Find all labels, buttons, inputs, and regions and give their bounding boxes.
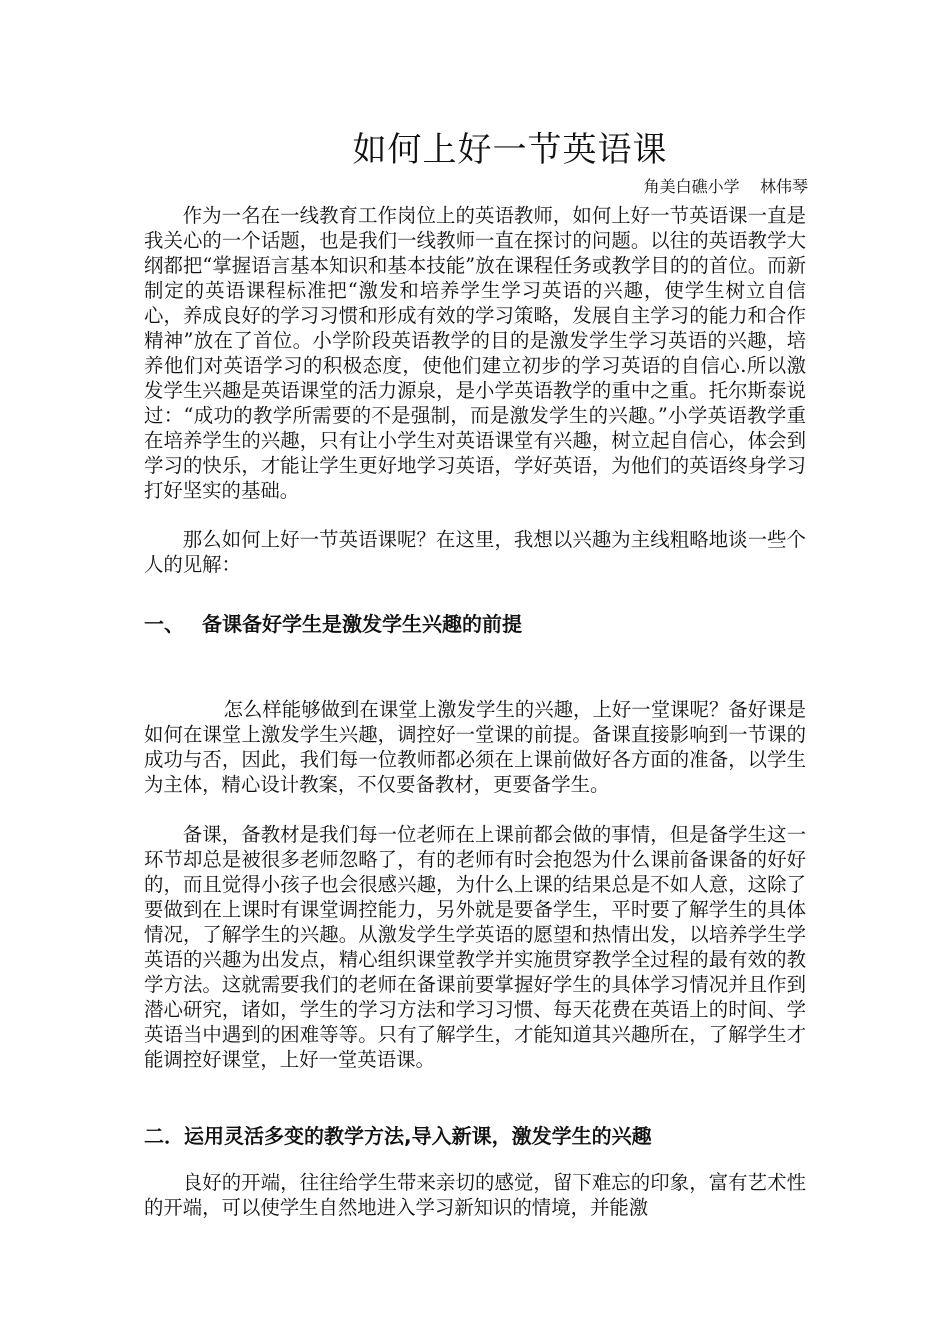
intro-paragraph: 那么如何上好一节英语课呢？在这里，我想以兴趣为主线粗略地谈一些个人的见解： xyxy=(144,528,806,576)
section-number: 一、 xyxy=(144,612,184,636)
section-number: 二． xyxy=(144,1124,184,1148)
body-paragraph: 良好的开端，往往给学生带来亲切的感觉，留下难忘的印象，富有艺术性的开端，可以使学生自然地进入学习新知识的情境，并能激 xyxy=(144,1171,806,1219)
body-paragraph: 怎么样能够做到在课堂上激发学生的兴趣，上好一堂课呢？备好课是如何在课堂上激发学生兴趣，调控好一堂课的前提。备课直接影响到一节课的成功与否，因此，我们每一位教师都必须在上课前做好各方面的准备，以学生为主体，精心设计教案，不仅要备教材，更要备学生。 xyxy=(144,698,806,796)
author-line: 角美白礁小学 林伟琴 xyxy=(643,177,808,196)
intro-paragraph: 作为一名在一线教育工作岗位上的英语教师，如何上好一节英语课一直是我关心的一个话题，也是我们一线教师一直在探讨的问题。以往的英语教学大纲都把“掌握语言基本知识和基本技能”放在课程任务或教学目的的首位。而新制定的英语课程标准把“激发和培养学生学习英语的兴趣，使学生树立自信心，养成良好的学习习惯和形成有效的学习策略，发展自主学习的能力和合作精神”放在了首位。小学阶段英语教学的目的是激发学生学习英语的兴趣，培养他们对英语学习的积极态度，使他们建立初步的学习英语的自信心.所以激发学生兴趣是英语课堂的活力源泉，是小学英语教学的重中之重。托尔斯泰说过：“成功的教学所需要的不是强制，而是激发学生的兴趣。”小学英语教学重在培养学生的兴趣，只有让小学生对英语课堂有兴趣，树立起自信心，体会到学习的快乐，才能让学生更好地学习英语，学好英语，为他们的英语终身学习打好坚实的基础。 xyxy=(144,204,806,502)
section-heading xyxy=(144,1122,652,1150)
body-paragraph: 备课，备教材是我们每一位老师在上课前都会做的事情，但是备学生这一环节却总是被很多老师忽略了，有的老师有时会抱怨为什么课前备课备的好好的，而且觉得小孩子也会很感兴趣，为什么上课的结果总是不如人意，这除了要做到在上课时有课堂调控能力，另外就是要备学生，平时要了解学生的具体情况，了解学生的兴趣。从激发学生学英语的愿望和热情出发，以培养学生学英语的兴趣为出发点，精心组织课堂教学并实施贯穿教学全过程的最有效的教学方法。这就需要我们的老师在备课前要掌握好学生的具体学习情况并且作到潜心研究，诸如，学生的学习方法和学习习惯、每天花费在英语上的时间、学英语当中遇到的困难等等。只有了解学生，才能知道其兴趣所在，了解学生才能调控好课堂，上好一堂英语课。 xyxy=(144,823,806,1071)
section-heading xyxy=(144,610,522,638)
document-title: 如何上好一节英语课 xyxy=(352,130,668,170)
section-heading-text: 备课备好学生是激发学生兴趣的前提 xyxy=(202,612,522,636)
section-heading-text: 运用灵活多变的教学方法,导入新课，激发学生的兴趣 xyxy=(184,1124,652,1148)
